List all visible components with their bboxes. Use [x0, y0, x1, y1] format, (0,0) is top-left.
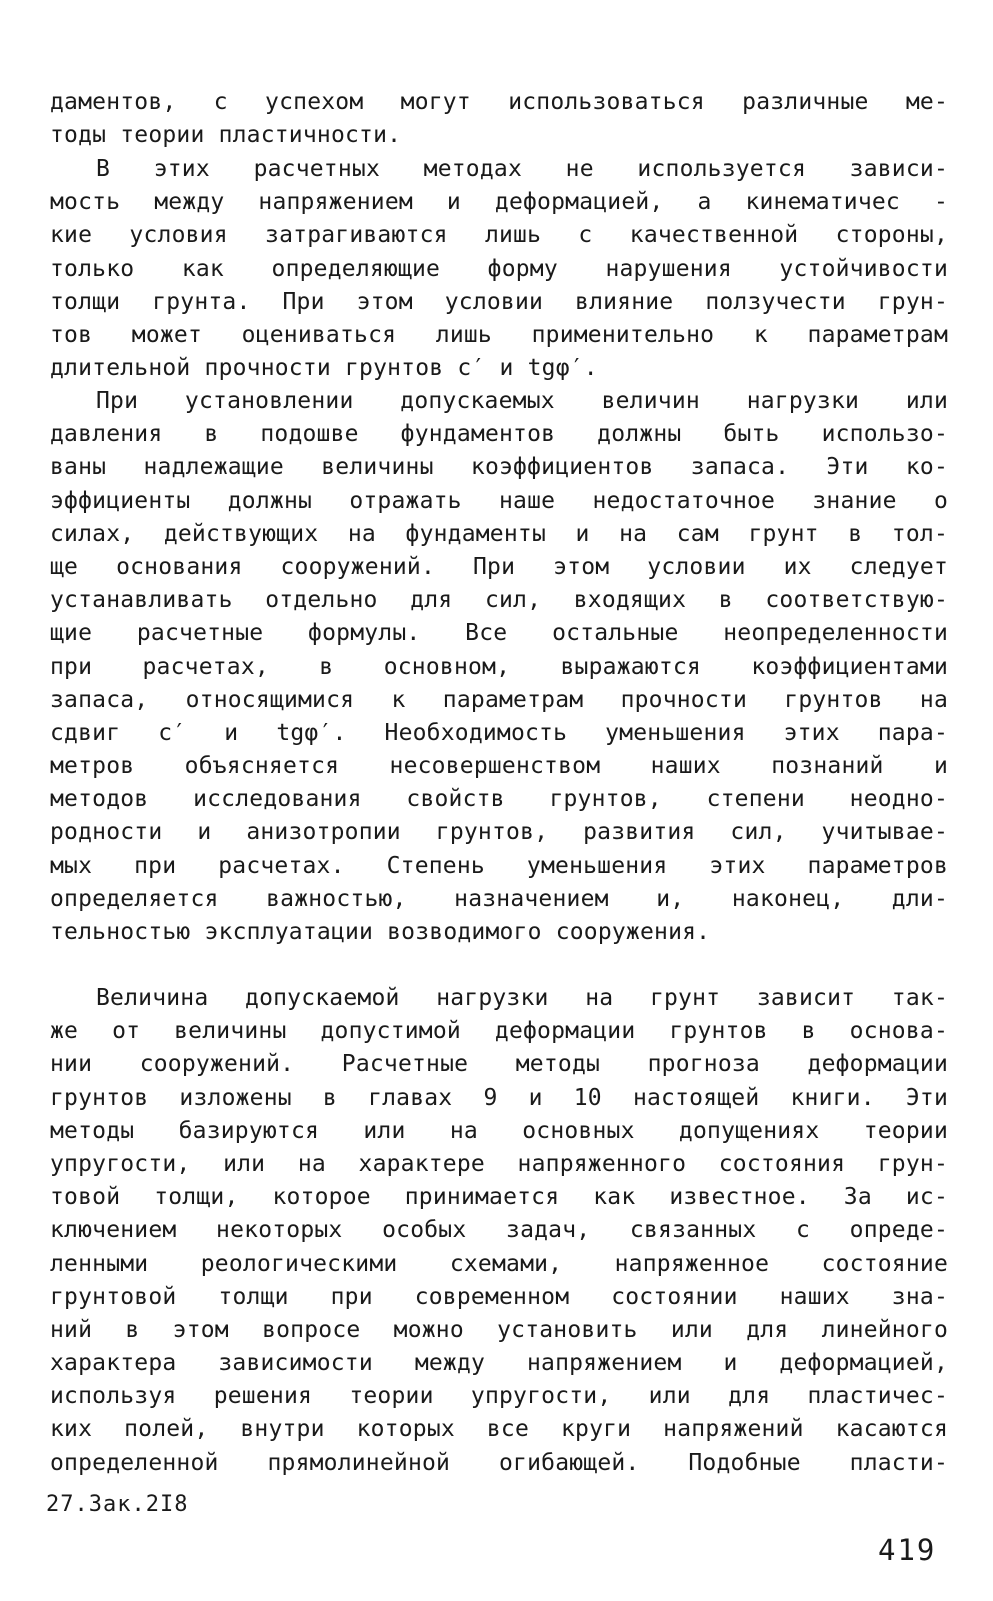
- text-line: Величина допускаемой нагрузки на грунт зависит так-: [96, 985, 948, 1011]
- text-line: ваны надлежащие величины коэффициентов запаса. Эти ко-: [50, 454, 948, 481]
- text-line: ленными реологическими схемами, напряженное состояние: [50, 1250, 948, 1277]
- paragraph-1: [50, 86, 948, 152]
- text-line: характера зависимости между напряжением и деформацией,: [50, 1350, 948, 1377]
- text-line: мость между напряжением и деформацией, а кинематичес -: [50, 189, 948, 216]
- text-line: ний в этом вопросе можно установить или для линейного: [50, 1316, 948, 1343]
- text-line: щие расчетные формулы. Все остальные неопределенности: [50, 620, 948, 647]
- paragraph-3: [50, 385, 948, 949]
- text-line: же от величины допустимой деформации грунтов в основа-: [50, 1018, 948, 1045]
- text-line: толщи грунта. При этом условии влияние ползучести грун-: [50, 288, 948, 315]
- text-line: грунтовой толщи при современном состоянии наших зна-: [50, 1283, 948, 1310]
- text-line: сдвиг c′ и tgφ′. Необходимость уменьшения этих пара-: [50, 719, 948, 746]
- paragraph-4: [50, 982, 948, 1480]
- text-line: ких полей, внутри которых все круги напряжений касаются: [50, 1416, 948, 1443]
- text-line: эффициенты должны отражать наше недостаточное знание о: [50, 487, 948, 514]
- page-number: 419: [878, 1533, 937, 1567]
- text-line: тоды теории пластичности.: [50, 122, 402, 149]
- text-line: товой толщи, которое принимается как известное. За ис-: [50, 1184, 948, 1211]
- text-line: ключением некоторых особых задач, связанных с опреде-: [50, 1217, 948, 1244]
- text-line: мых при расчетах. Степень уменьшения этих параметров: [50, 852, 948, 879]
- text-line: методов исследования свойств грунтов, степени неодно-: [50, 786, 948, 813]
- text-line: тов может оцениваться лишь применительно к параметрам: [50, 321, 948, 348]
- text-line: методы базируются или на основных допущениях теории: [50, 1117, 948, 1144]
- text-line: метров объясняется несовершенством наших познаний и: [50, 753, 948, 780]
- text-line: тельностью эксплуатации возводимого сооружения.: [50, 919, 711, 945]
- text-line: давления в подошве фундаментов должны быть использо-: [50, 421, 948, 448]
- text-line: силах, действующих на фундаменты и на сам грунт в тол-: [50, 520, 948, 547]
- text-line: при расчетах, в основном, выражаются коэффициентами: [50, 653, 948, 680]
- text-line: грунтов изложены в главах 9 и 10 настоящей книги. Эти: [50, 1084, 948, 1111]
- text-line: даментов, с успехом могут использоваться различные ме-: [50, 89, 948, 115]
- text-line: определяется важностью, назначением и, наконец, дли-: [50, 885, 948, 912]
- paragraph-2: [50, 153, 948, 385]
- text-line: нии сооружений. Расчетные методы прогноза деформации: [50, 1051, 948, 1078]
- text-line: используя решения теории упругости, или для пластичес-: [50, 1383, 948, 1410]
- text-line: запаса, относящимися к параметрам прочности грунтов на: [50, 686, 948, 713]
- text-line: кие условия затрагиваются лишь с качественной стороны,: [50, 222, 948, 249]
- text-line: только как определяющие форму нарушения устойчивости: [50, 255, 948, 282]
- text-line: родности и анизотропии грунтов, развития сил, учитывае-: [50, 819, 948, 846]
- text-line: В этих расчетных методах не используется зависи-: [96, 156, 948, 182]
- text-line: ще основания сооружений. При этом условии их следует: [50, 553, 948, 580]
- text-line: устанавливать отдельно для сил, входящих в соответствую-: [50, 587, 948, 614]
- print-signature: 27.Зак.2I8: [46, 1492, 189, 1517]
- text-line: При установлении допускаемых величин нагрузки или: [96, 388, 948, 414]
- text-line: определенной прямолинейной огибающей. Подобные пласти-: [50, 1449, 948, 1476]
- text-line: упругости, или на характере напряженного состояния грун-: [50, 1150, 948, 1177]
- text-line: длительной прочности грунтов c′ и tgφ′.: [50, 355, 598, 382]
